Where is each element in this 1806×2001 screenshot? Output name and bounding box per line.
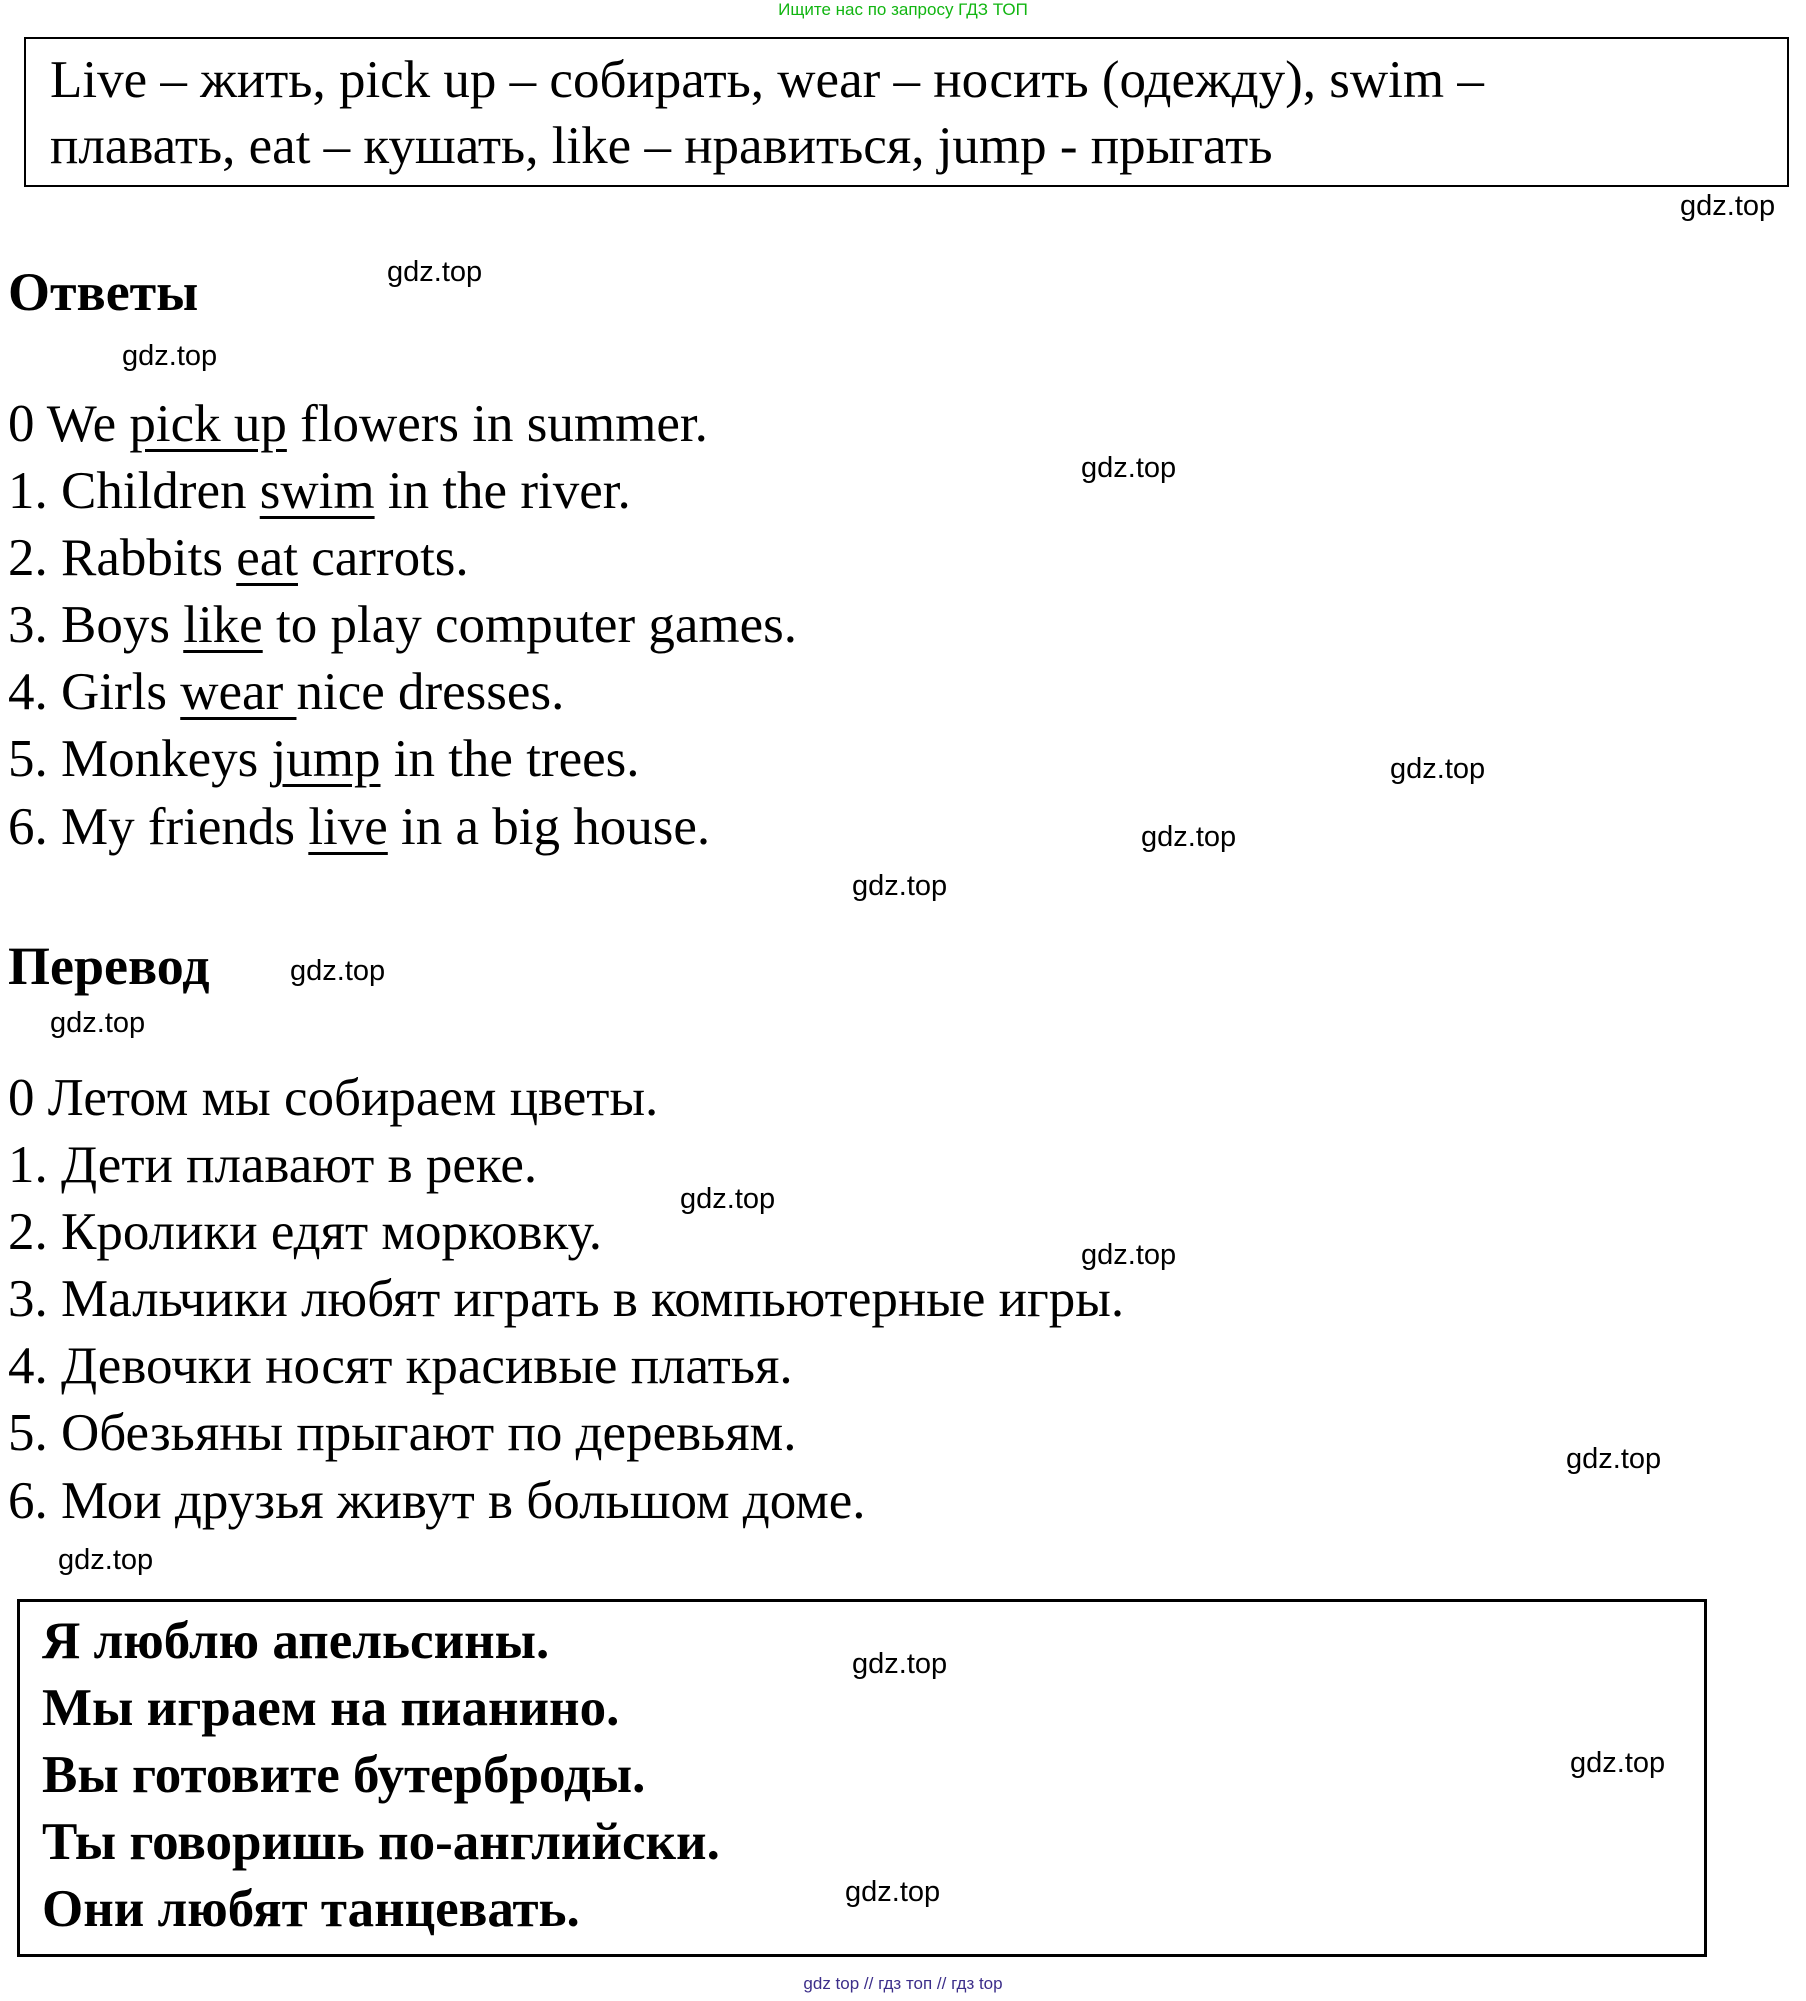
watermark: gdz.top (58, 1544, 154, 1576)
watermark: gdz.top (852, 1648, 948, 1680)
answer-word-5: jump (271, 730, 381, 788)
watermark: gdz.top (845, 1876, 941, 1908)
top-search-note: Ищите нас по запросу ГДЗ ТОП (778, 0, 1028, 19)
watermark: gdz.top (852, 870, 948, 902)
translation-heading: Перевод (8, 936, 210, 996)
answer-word-3: like (183, 596, 263, 654)
answer-line-6: 6. My friends live in a big house. (8, 798, 711, 856)
watermark: gdz.top (1141, 821, 1237, 853)
answer-line-1: 1. Children swim in the river. (8, 462, 631, 520)
answer-line-2: 2. Rabbits eat carrots. (8, 529, 469, 587)
answers-heading: Ответы (8, 262, 199, 322)
answer-line-5: 5. Monkeys jump in the trees. (8, 730, 640, 788)
vocabulary-box (24, 37, 1789, 187)
vocabulary-line-1: Live – жить, pick up – собирать, wear – носить (одежду), swim – (50, 51, 1484, 109)
answer-word-4: wear (180, 663, 297, 721)
translation-line-3: 3. Мальчики любят играть в компьютерные игры. (8, 1270, 1125, 1328)
watermark: gdz.top (1081, 1239, 1177, 1271)
watermark: gdz.top (1570, 1747, 1666, 1779)
translation-line-5: 5. Обезьяны прыгают по деревьям. (8, 1404, 797, 1462)
footer-note: gdz top // гдз топ // гдз top (803, 1974, 1003, 1993)
answer-word-0: pick up (129, 395, 287, 453)
translation-line-6: 6. Мои друзья живут в большом доме. (8, 1472, 866, 1530)
answer-line-0: 0 We pick up flowers in summer. (8, 395, 708, 453)
translation-line-1: 1. Дети плавают в реке. (8, 1136, 538, 1194)
answer-line-3: 3. Boys like to play computer games. (8, 596, 797, 654)
watermark: gdz.top (290, 955, 386, 987)
watermark: gdz.top (50, 1007, 146, 1039)
watermark: gdz.top (1081, 452, 1177, 484)
vocabulary-line-2: плавать, eat – кушать, like – нравиться, jump - прыгать (50, 117, 1273, 175)
answer-word-1: swim (259, 462, 375, 520)
watermark: gdz.top (1566, 1443, 1662, 1475)
watermark: gdz.top (680, 1183, 776, 1215)
answer-word-2: eat (236, 529, 298, 587)
box-line-0: Я люблю апельсины. (42, 1612, 550, 1670)
translation-line-0: 0 Летом мы собираем цветы. (8, 1069, 659, 1127)
answer-line-4: 4. Girls wear nice dresses. (8, 663, 565, 721)
translation-line-2: 2. Кролики едят морковку. (8, 1203, 602, 1261)
box-line-2: Вы готовите бутерброды. (42, 1746, 646, 1804)
box-line-3: Ты говоришь по-английски. (42, 1813, 720, 1871)
watermark: gdz.top (1680, 190, 1776, 222)
box-line-1: Мы играем на пианино. (42, 1679, 620, 1737)
translation-line-4: 4. Девочки носят красивые платья. (8, 1337, 793, 1395)
watermark: gdz.top (1390, 753, 1486, 785)
box-line-4: Они любят танцевать. (42, 1880, 580, 1938)
watermark: gdz.top (122, 340, 218, 372)
answer-word-6: live (308, 798, 388, 856)
watermark: gdz.top (387, 256, 483, 288)
